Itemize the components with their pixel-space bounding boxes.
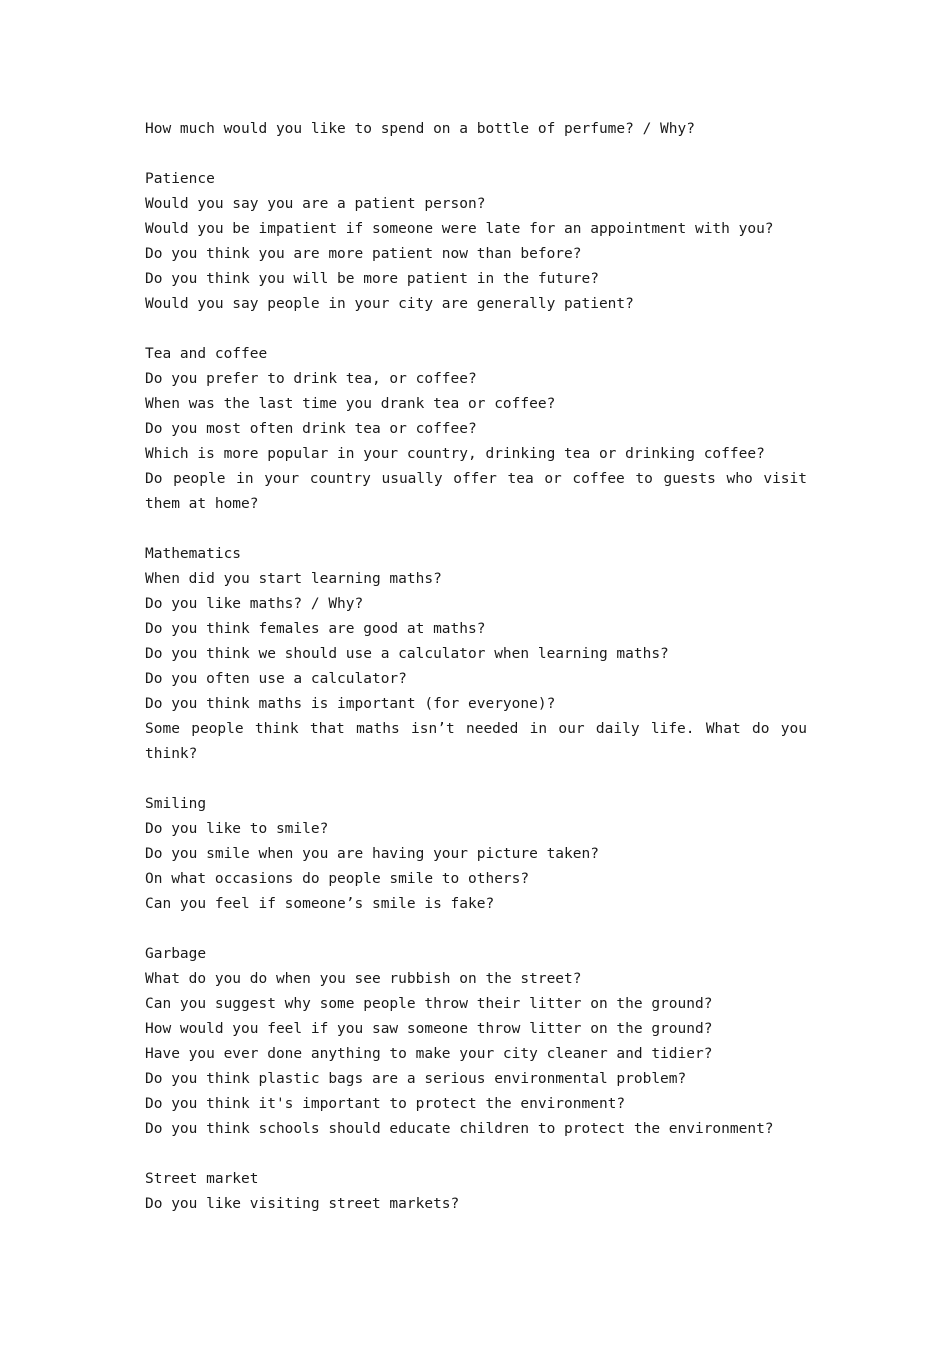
question: Do you think you are more patient now than before? [145,246,582,262]
question: When did you start learning maths? [145,571,442,587]
question: Do you think it's important to protect the environment? [145,1096,626,1112]
question: When was the last time you drank tea or coffee? [145,396,556,412]
intro-question: How much would you like to spend on a bottle of perfume? / Why? [145,121,695,137]
question: Would you be impatient if someone were late for an appointment with you? [145,221,774,237]
question: Do you prefer to drink tea, or coffee? [145,371,477,387]
spacer [145,1142,807,1167]
question: Do you think females are good at maths? [145,621,486,637]
question: Would you say you are a patient person? [145,196,486,212]
question: Do you think plastic bags are a serious environmental problem? [145,1071,687,1087]
section-title-patience: Patience [145,171,215,187]
section-title-garbage: Garbage [145,946,207,962]
question: Can you suggest why some people throw their litter on the ground? [145,996,713,1012]
question: On what occasions do people smile to others? [145,871,530,887]
question: Do you like to smile? [145,821,329,837]
section-title-smiling: Smiling [145,796,207,812]
question: Can you feel if someone’s smile is fake? [145,896,495,912]
section-title-mathematics: Mathematics [145,546,242,562]
question: Do you smile when you are having your picture taken? [145,846,599,862]
spacer [145,917,807,942]
question: Do you think we should use a calculator when learning maths? [145,646,669,662]
question: Do you like visiting street markets? [145,1196,460,1212]
question: How would you feel if you saw someone throw litter on the ground? [145,1021,713,1037]
question: Do you like maths? / Why? [145,596,364,612]
section-title-tea-and-coffee: Tea and coffee [145,346,268,362]
question: Some people think that maths isn’t needed in our daily life. What do you think? [145,721,807,762]
question: Do you think you will be more patient in the future? [145,271,599,287]
section-title-street-market: Street market [145,1171,259,1187]
spacer [145,767,807,792]
question: What do you do when you see rubbish on the street? [145,971,582,987]
question: Which is more popular in your country, drinking tea or drinking coffee? [145,446,765,462]
question: Have you ever done anything to make your city cleaner and tidier? [145,1046,713,1062]
question: Do you often use a calculator? [145,671,407,687]
spacer [145,517,807,542]
question: Do people in your country usually offer tea or coffee to guests who visit them at home? [145,471,807,512]
question: Would you say people in your city are generally patient? [145,296,634,312]
spacer [145,317,807,342]
question: Do you think maths is important (for everyone)? [145,696,556,712]
spacer [145,142,807,167]
question: Do you most often drink tea or coffee? [145,421,477,437]
document-page [145,117,807,1217]
question: Do you think schools should educate children to protect the environment? [145,1121,774,1137]
